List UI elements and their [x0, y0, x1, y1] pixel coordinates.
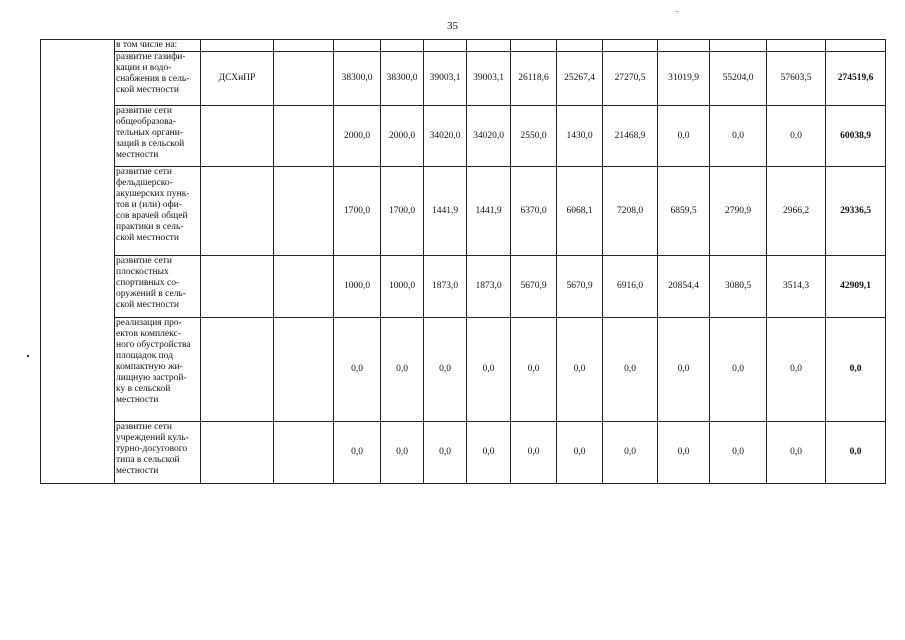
value-cell: 0,0	[467, 318, 511, 422]
table-row	[41, 167, 886, 256]
org-cell	[201, 318, 274, 422]
table-cell	[603, 40, 658, 52]
row-label-line: снабжения в сель-	[116, 74, 190, 84]
value-cell: 0,0	[334, 318, 381, 422]
row-label-line: развитие сети	[116, 422, 172, 432]
row-label-line: тельных органи-	[116, 128, 183, 138]
table-cell	[467, 40, 511, 52]
value-cell: 0,0	[658, 106, 710, 167]
row-label-line: развитие сети	[116, 106, 172, 116]
row-label-line: компактную жи-	[116, 362, 183, 372]
table-cell	[826, 40, 886, 52]
value-cell: 1873,0	[467, 256, 511, 318]
budget-table	[40, 39, 886, 484]
table-row	[41, 422, 886, 484]
page-number: 35	[447, 20, 458, 32]
table-cell	[274, 167, 334, 256]
value-cell: 25267,4	[557, 52, 603, 106]
row-label-line: ской местности	[116, 85, 179, 95]
table-cell	[334, 40, 381, 52]
row-label	[115, 52, 201, 106]
row-label-line: плоскостных	[116, 267, 169, 277]
value-cell: 0,0	[658, 422, 710, 484]
value-cell: 0,0	[381, 318, 424, 422]
value-cell: 34020,0	[467, 106, 511, 167]
value-cell: 38300,0	[381, 52, 424, 106]
value-cell: 26118,6	[511, 52, 557, 106]
value-cell: 2000,0	[334, 106, 381, 167]
value-cell: 0,0	[658, 318, 710, 422]
scan-mark	[676, 11, 678, 12]
org-cell	[201, 106, 274, 167]
total-cell: 60038,9	[826, 106, 886, 167]
value-cell: 5670,9	[511, 256, 557, 318]
value-cell: 7208,0	[603, 167, 658, 256]
value-cell: 6859,5	[658, 167, 710, 256]
table-cell	[274, 318, 334, 422]
row-label	[115, 256, 201, 318]
value-cell: 57603,5	[767, 52, 826, 106]
table-cell	[424, 40, 467, 52]
value-cell: 21468,9	[603, 106, 658, 167]
value-cell: 2550,0	[511, 106, 557, 167]
value-cell: 1441,9	[424, 167, 467, 256]
table-cell	[767, 40, 826, 52]
row-label-line: развитие сети	[116, 167, 172, 177]
merged-first-column	[41, 40, 115, 484]
row-label-line: фельдшерско-	[116, 178, 173, 188]
value-cell: 0,0	[603, 422, 658, 484]
value-cell: 39003,1	[467, 52, 511, 106]
row-label-line: ской местности	[116, 233, 179, 243]
value-cell: 0,0	[710, 106, 767, 167]
table-row	[41, 52, 886, 106]
row-label	[115, 106, 201, 167]
value-cell: 27270,5	[603, 52, 658, 106]
table-cell	[511, 40, 557, 52]
row-label	[115, 422, 201, 484]
value-cell: 55204,0	[710, 52, 767, 106]
table-cell	[557, 40, 603, 52]
table-cell	[710, 40, 767, 52]
row-label-line: учреждений куль-	[116, 433, 189, 443]
row-label: в том числе на:	[115, 40, 201, 52]
row-label-line: ку в сельской	[116, 384, 171, 394]
row-label-line: местности	[116, 395, 159, 405]
table-cell	[274, 106, 334, 167]
total-cell: 42909,1	[826, 256, 886, 318]
table-cell	[658, 40, 710, 52]
value-cell: 39003,1	[424, 52, 467, 106]
table-row	[41, 256, 886, 318]
value-cell: 2000,0	[381, 106, 424, 167]
value-cell: 2790,9	[710, 167, 767, 256]
row-label-line: типа в сельской	[116, 455, 180, 465]
org-cell	[201, 422, 274, 484]
value-cell: 0,0	[511, 422, 557, 484]
value-cell: 20854,4	[658, 256, 710, 318]
value-cell: 38300,0	[334, 52, 381, 106]
value-cell: 6916,0	[603, 256, 658, 318]
total-cell: 29336,5	[826, 167, 886, 256]
value-cell: 0,0	[424, 318, 467, 422]
value-cell: 1700,0	[334, 167, 381, 256]
row-label-line: местности	[116, 150, 159, 160]
row-label-line: лищную застрой-	[116, 373, 187, 383]
table-cell	[201, 40, 274, 52]
value-cell: 3514,3	[767, 256, 826, 318]
row-label-line: оружений в сель-	[116, 289, 186, 299]
row-label-line: кации и водо-	[116, 63, 172, 73]
table-cell	[274, 422, 334, 484]
value-cell: 0,0	[557, 318, 603, 422]
row-label-line: тов и (или) офи-	[116, 200, 182, 210]
row-label	[115, 318, 201, 422]
value-cell: 3080,5	[710, 256, 767, 318]
total-cell: 0,0	[826, 422, 886, 484]
value-cell: 0,0	[603, 318, 658, 422]
row-label-line: ного обустройства	[116, 340, 191, 350]
value-cell: 0,0	[467, 422, 511, 484]
value-cell: 0,0	[334, 422, 381, 484]
org-cell	[201, 256, 274, 318]
value-cell: 0,0	[710, 422, 767, 484]
total-cell: 274519,6	[826, 52, 886, 106]
row-label-line: общеобразова-	[116, 117, 176, 127]
org-cell: ДСХиПР	[201, 52, 274, 106]
row-label-line: спортивных со-	[116, 278, 180, 288]
row-label-line: ектов комплекс-	[116, 329, 181, 339]
value-cell: 0,0	[767, 422, 826, 484]
value-cell: 1873,0	[424, 256, 467, 318]
value-cell: 0,0	[767, 106, 826, 167]
value-cell: 6068,1	[557, 167, 603, 256]
table-cell	[274, 40, 334, 52]
table-cell	[381, 40, 424, 52]
row-label-line: развитие сети	[116, 256, 172, 266]
value-cell: 0,0	[381, 422, 424, 484]
value-cell: 1700,0	[381, 167, 424, 256]
table-row-header	[41, 40, 886, 52]
row-label-line: ской местности	[116, 300, 179, 310]
row-label	[115, 167, 201, 256]
value-cell: 1000,0	[381, 256, 424, 318]
row-label-line: практики в сель-	[116, 222, 184, 232]
org-cell	[201, 167, 274, 256]
table-row	[41, 318, 886, 422]
value-cell: 0,0	[767, 318, 826, 422]
value-cell: 1430,0	[557, 106, 603, 167]
row-label-line: заций в сельской	[116, 139, 185, 149]
table-cell	[274, 52, 334, 106]
value-cell: 0,0	[710, 318, 767, 422]
table-cell	[274, 256, 334, 318]
value-cell: 6370,0	[511, 167, 557, 256]
row-label-line: площадок под	[116, 351, 174, 361]
value-cell: 31019,9	[658, 52, 710, 106]
row-label-line: сов врачей общей	[116, 211, 188, 221]
value-cell: 0,0	[511, 318, 557, 422]
value-cell: 1000,0	[334, 256, 381, 318]
row-label-line: реализация про-	[116, 318, 182, 328]
value-cell: 5670,9	[557, 256, 603, 318]
total-cell: 0,0	[826, 318, 886, 422]
value-cell: 0,0	[424, 422, 467, 484]
value-cell: 1441,9	[467, 167, 511, 256]
row-label-line: местности	[116, 466, 159, 476]
value-cell: 0,0	[557, 422, 603, 484]
value-cell: 34020,0	[424, 106, 467, 167]
row-label-line: акушерских пунк-	[116, 189, 190, 199]
row-label-line: турно-досугового	[116, 444, 188, 454]
scan-dot	[27, 355, 29, 357]
table-row	[41, 106, 886, 167]
row-label-line: развитие газифи-	[116, 52, 186, 62]
value-cell: 2966,2	[767, 167, 826, 256]
